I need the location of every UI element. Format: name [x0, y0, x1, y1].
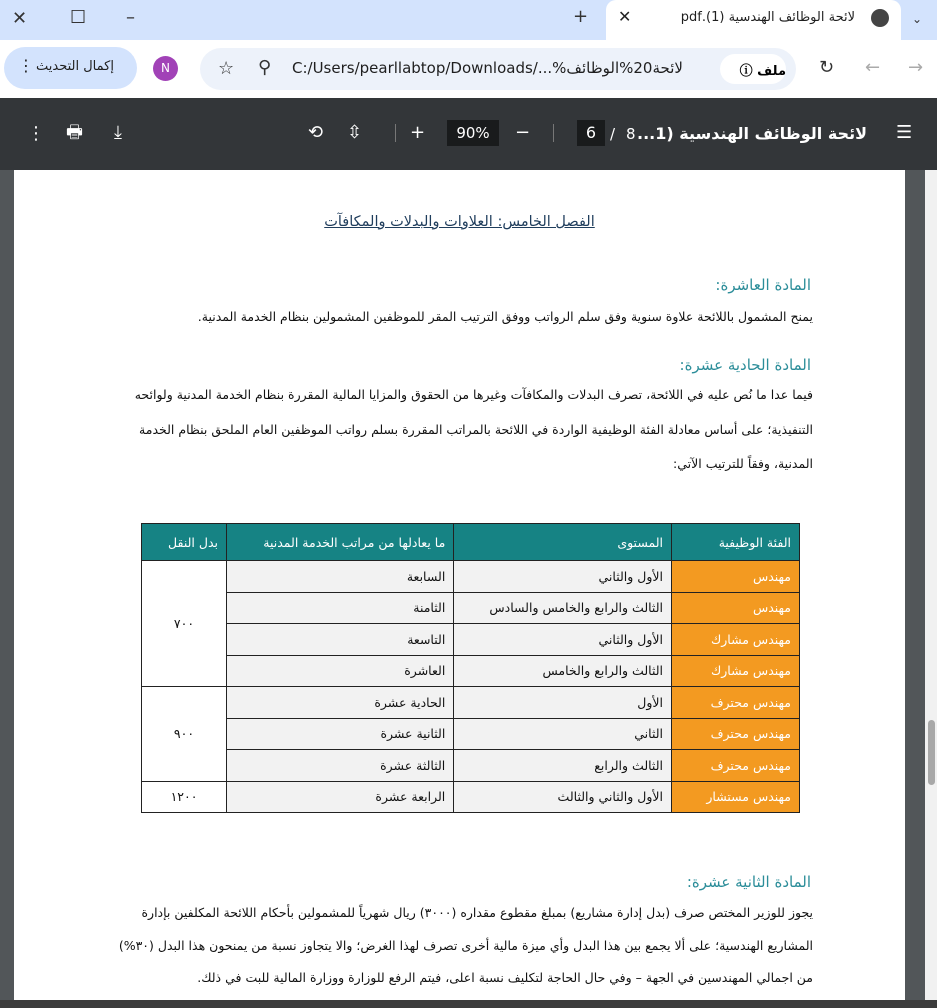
cell-category: مهندس محترف [672, 750, 800, 782]
menu-icon[interactable]: ☰ [896, 122, 913, 143]
paragraph-line: من اجمالي المهندسين في الجهة – وفي حال الحاجة لتكليف نسبة اعلى، فيتم الرفع للوزارة ووزارة المالية للبت في ذلك. [197, 970, 813, 985]
cell-level: الثالث والرابع والخامس والسادس [454, 592, 672, 624]
document-title: لائحة الوظائف الهندسية (1... [636, 124, 867, 143]
cell-category: مهندس مشارك [672, 624, 800, 656]
cell-level: الأول والثاني والثالث [454, 781, 672, 813]
cell-equivalent: العاشرة [227, 655, 454, 687]
cell-level: الثالث والرابع [454, 750, 672, 782]
close-window-icon[interactable]: ✕ [12, 8, 28, 29]
url-text: C:/Users/pearllabtop/Downloads/...%لائحة20%الوظائف [292, 59, 683, 77]
site-chip-label: ملف [757, 64, 786, 79]
forward-icon[interactable]: → [908, 57, 924, 78]
more-options-icon[interactable]: ⋮ [27, 123, 45, 144]
article-heading: المادة العاشرة: [715, 276, 811, 294]
scrollbar-thumb[interactable] [928, 720, 935, 785]
header-level: المستوى [454, 524, 672, 561]
print-icon[interactable]: 🖶 [66, 122, 83, 143]
minimize-icon[interactable]: – [126, 7, 135, 28]
scrollbar[interactable] [925, 170, 937, 1000]
header-category: الفئة الوظيفية [672, 524, 800, 561]
maximize-icon[interactable]: ☐ [70, 7, 87, 28]
paragraph-line: يمنح المشمول باللائحة علاوة سنوية وفق سلم الرواتب ووفق الترتيب المقر للموظفين المشمولين بنظام الخدمة المدنية. [197, 309, 813, 324]
cell-category: مهندس [672, 561, 800, 593]
cell-level: الثالث والرابع والخامس [454, 655, 672, 687]
grades-table [141, 523, 800, 813]
reload-icon[interactable]: ↻ [819, 57, 835, 78]
cell-allowance: ١٢٠٠ [142, 781, 227, 813]
update-label: إكمال التحديث [36, 59, 114, 74]
chapter-title: الفصل الخامس: العلاوات والبدلات والمكافآت [324, 214, 595, 230]
cell-equivalent: الثانية عشرة [227, 718, 454, 750]
zoom-in-icon[interactable]: + [410, 122, 426, 143]
cell-equivalent: الثالثة عشرة [227, 750, 454, 782]
paragraph-line: المدنية، وفقاً للترتيب الآتي: [673, 456, 813, 471]
back-icon[interactable]: ← [865, 57, 881, 78]
divider [395, 124, 396, 142]
cell-category: مهندس [672, 592, 800, 624]
zoom-out-icon[interactable]: − [515, 122, 531, 143]
table-row [142, 750, 800, 782]
table-row [142, 687, 800, 719]
pdf-page [14, 170, 905, 1000]
rotate-icon[interactable]: ⟲ [308, 122, 324, 143]
table-row [142, 561, 800, 593]
bottom-edge [0, 1000, 937, 1008]
cell-level: الأول والثاني [454, 561, 672, 593]
paragraph-line: التنفيذية؛ على أساس معادلة الفئة الوظيفية الواردة في اللائحة بالمراتب المقررة بسلم رواتب الموظفين العام الملحق بنظام الخدمة [139, 422, 813, 437]
cell-category: مهندس مستشار [672, 781, 800, 813]
table-row [142, 655, 800, 687]
table-row [142, 781, 800, 813]
pdf-toolbar [0, 98, 937, 170]
address-input[interactable] [200, 48, 796, 90]
new-tab-icon[interactable]: + [573, 6, 589, 27]
cell-equivalent: الثامنة [227, 592, 454, 624]
site-info-chip[interactable] [720, 54, 786, 84]
download-icon[interactable]: ⤓ [114, 122, 122, 143]
cell-level: الأول [454, 687, 672, 719]
cell-level: الثاني [454, 718, 672, 750]
avatar[interactable]: N [153, 56, 178, 81]
paragraph-line: فيما عدا ما نُص عليه في اللائحة، تصرف البدلات والمكافآت وغيرها من الحقوق والمزايا المالية المقررة بنظام الخدمة المدنية ولوائحه [134, 387, 813, 402]
divider [553, 124, 554, 142]
zoom-icon[interactable]: ⚲ [258, 57, 272, 78]
globe-icon [871, 9, 889, 27]
tab-bar [0, 0, 937, 40]
close-tab-icon[interactable]: ✕ [618, 7, 632, 26]
page-separator: / [610, 125, 616, 143]
cell-category: مهندس محترف [672, 687, 800, 719]
header-equivalent: ما يعادلها من مراتب الخدمة المدنية [227, 524, 454, 561]
cell-level: الأول والثاني [454, 624, 672, 656]
table-row [142, 624, 800, 656]
header-allowance: بدل النقل [142, 524, 227, 561]
address-bar-row [0, 40, 937, 98]
update-button[interactable] [4, 47, 137, 89]
table-row [142, 592, 800, 624]
cell-equivalent: الرابعة عشرة [227, 781, 454, 813]
cell-equivalent: الحادية عشرة [227, 687, 454, 719]
bookmark-star-icon[interactable]: ☆ [218, 58, 235, 79]
cell-equivalent: التاسعة [227, 624, 454, 656]
fit-page-icon[interactable]: ⇳ [347, 122, 363, 143]
cell-category: مهندس محترف [672, 718, 800, 750]
cell-equivalent: السابعة [227, 561, 454, 593]
table-row [142, 718, 800, 750]
article-heading: المادة الحادية عشرة: [679, 356, 811, 374]
tab-active[interactable] [606, 0, 901, 40]
cell-allowance: ٧٠٠ [142, 561, 227, 687]
menu-dots-icon: ⋮ [18, 56, 34, 75]
zoom-level[interactable]: 90% [447, 120, 499, 146]
tab-title: لائحة الوظائف الهندسية (1).pdf [680, 10, 855, 25]
info-icon: ⓘ [739, 64, 753, 79]
tab-search-chevron-icon[interactable]: ⌄ [912, 12, 923, 26]
paragraph-line: يجوز للوزير المختص صرف (بدل إدارة مشاريع) بمبلغ مقطوع مقداره (٣٠٠٠) ريال شهرياً للمشمولين بأحكام اللائحة المكلفين بإدارة [141, 905, 813, 920]
total-pages: 8 [626, 125, 636, 143]
paragraph-line: المشاريع الهندسية؛ على ألا يجمع بين هذا البدل وأي ميزة مالية أخرى تصرف لهذا الغرض؛ والا يتجاوز نسبة من يمنحون هذا البدل (٣٠%) [118, 938, 813, 953]
table-header-row [142, 524, 800, 561]
page-number-input[interactable]: 6 [577, 120, 605, 146]
article-heading: المادة الثانية عشرة: [686, 873, 811, 891]
cell-category: مهندس مشارك [672, 655, 800, 687]
cell-allowance: ٩٠٠ [142, 687, 227, 782]
